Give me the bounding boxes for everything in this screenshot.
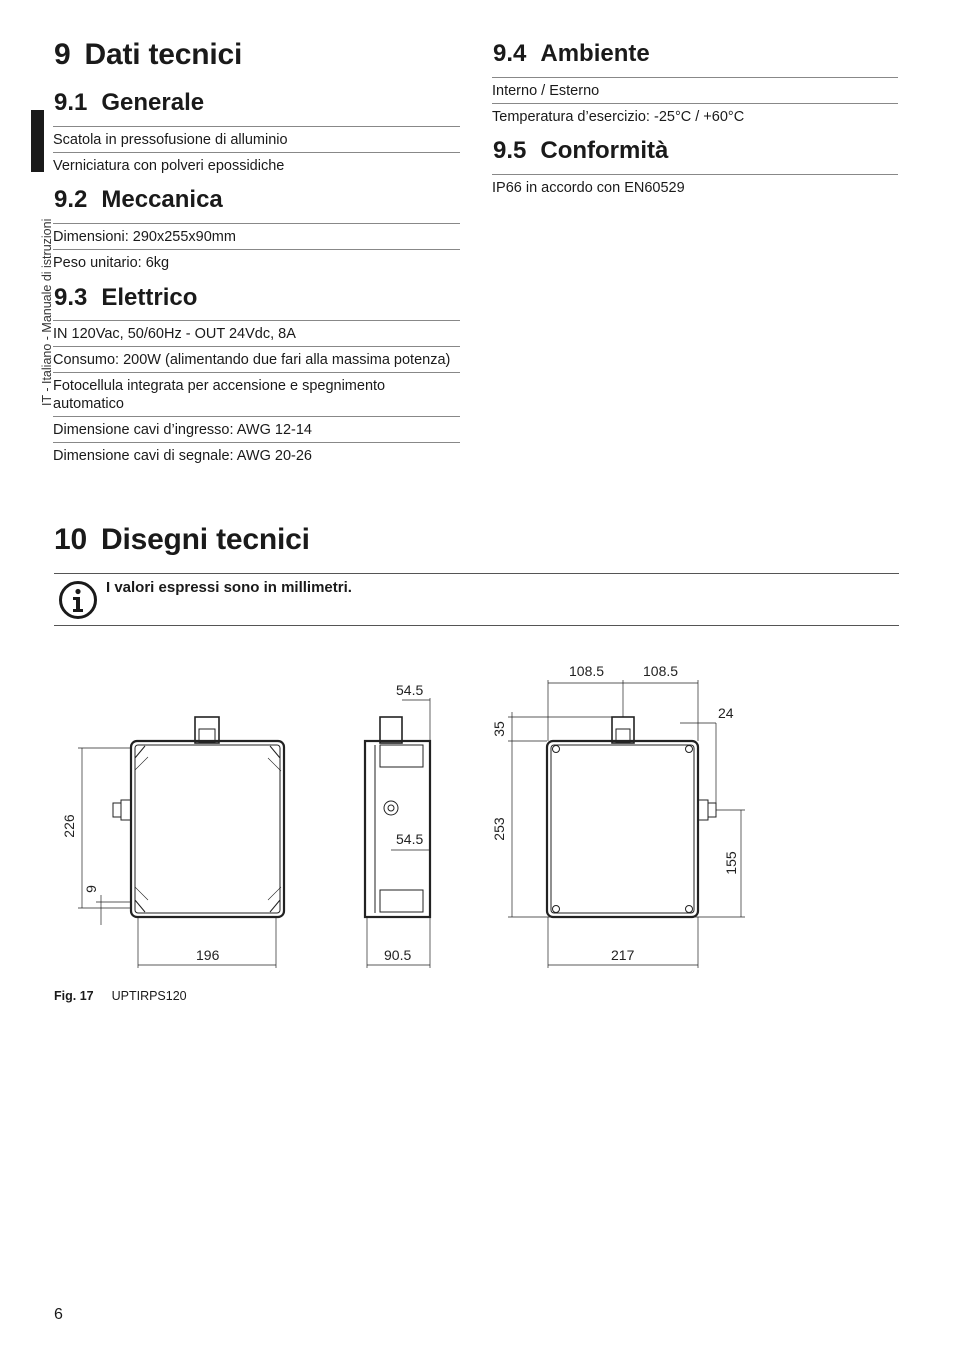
dim-side-top: 54.5 [396, 682, 424, 698]
dim-back-width: 217 [611, 947, 635, 963]
dim-back-gland-height: 155 [723, 851, 739, 875]
back-view [508, 680, 745, 968]
section-9-3-heading: 9.3 Elettrico [54, 284, 198, 311]
spec-row: Dimensioni: 290x255x90mm [53, 224, 460, 250]
figure-text: UPTIRPS120 [111, 989, 187, 1003]
dim-front-height: 226 [61, 814, 77, 838]
dim-back-height: 253 [491, 817, 507, 841]
spec-row: Temperatura d’esercizio: -25°C / +60°C [492, 109, 745, 125]
spec-row: IN 120Vac, 50/60Hz - OUT 24Vdc, 8A [53, 321, 460, 347]
dim-front-width: 196 [196, 947, 220, 963]
dim-side-depth: 90.5 [384, 947, 412, 963]
spec-row: Consumo: 200W (alimentando due fari alla massima potenza) [53, 347, 460, 373]
dim-side-middle: 54.5 [396, 831, 424, 847]
dim-back-gland: 24 [718, 705, 734, 721]
info-icon [58, 580, 98, 620]
section-9-4-heading: 9.4 Ambiente [493, 40, 650, 67]
front-view [78, 717, 284, 968]
sidebar-label: IT - Italiano - Manuale di istruzioni [40, 218, 54, 406]
figure-label: Fig. 17 [54, 989, 94, 1003]
dim-back-top: 35 [491, 721, 507, 737]
section-9-3-rows [53, 320, 460, 468]
spec-row: Verniciatura con polveri epossidiche [53, 158, 285, 174]
spec-row: Scatola in pressofusione di alluminio [53, 127, 460, 153]
spec-row: Peso unitario: 6kg [53, 255, 170, 271]
spec-row: Dimensione cavi di segnale: AWG 20-26 [53, 448, 312, 464]
section-9-1-rows [53, 126, 460, 178]
spec-row: Interno / Esterno [492, 78, 898, 104]
section-9-heading: 9 Dati tecnici [54, 38, 243, 71]
section-10-heading: 10 Disegni tecnici [54, 523, 310, 556]
dim-back-left-half: 108.5 [569, 663, 605, 679]
spec-row: Fotocellula integrata per accensione e spegnimento automatico [53, 373, 460, 417]
section-9-2-heading: 9.2 Meccanica [54, 186, 223, 213]
section-9-5-heading: 9.5 Conformità [493, 137, 669, 164]
section-9-1-heading: 9.1 Generale [54, 89, 205, 116]
section-9-4-rows [492, 77, 898, 129]
figure-caption [54, 989, 187, 1003]
technical-drawing [0, 640, 954, 980]
section-9-2-rows [53, 223, 460, 275]
spec-row: IP66 in accordo con EN60529 [492, 180, 685, 196]
spec-row: Dimensione cavi d’ingresso: AWG 12-14 [53, 417, 460, 443]
note-text: I valori espressi sono in millimetri. [106, 579, 352, 596]
dim-back-right-half: 108.5 [643, 663, 679, 679]
dim-front-offset: 9 [83, 885, 99, 893]
page-number: 6 [54, 1306, 63, 1323]
info-note [54, 573, 899, 626]
section-9-5-rows [492, 174, 898, 200]
